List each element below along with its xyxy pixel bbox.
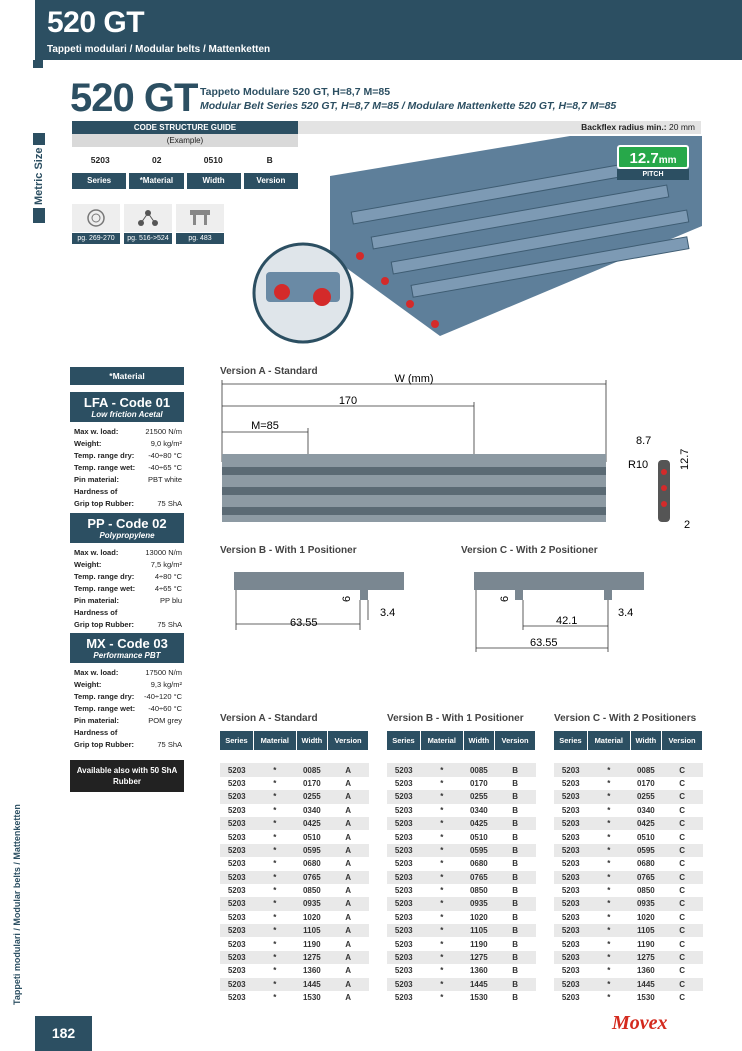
table-row: 5203 * 1360 B: [394, 966, 518, 976]
header-subtitle: Tappeti modulari / Modular belts / Mattenketten: [47, 44, 271, 55]
code-label: Series: [72, 173, 126, 189]
svg-text:12.7: 12.7: [679, 448, 691, 470]
code-value: 5203: [90, 155, 110, 165]
svg-text:170: 170: [338, 395, 358, 407]
svg-text:63.55: 63.55: [530, 637, 558, 649]
table-row: 5203 * 1360 C: [561, 966, 685, 976]
table-row: 5203 * 1105 C: [554, 924, 703, 937]
table-row: 5203 * 1190 B: [394, 939, 518, 949]
svg-text:6: 6: [341, 595, 353, 602]
code-structure-guide: [72, 121, 298, 189]
table-row: 5203 * 0255 B: [387, 790, 536, 803]
table-header: Material: [587, 731, 630, 750]
table-row: 5203 * 0425 B: [387, 817, 536, 830]
drawing-version-b-label: Version B - With 1 Positioner: [220, 545, 357, 556]
table-row: 5203 * 0510 A: [227, 832, 351, 842]
table-row: 5203 * 0595 B: [387, 844, 536, 857]
table-row: 5203 * 0085 B: [387, 763, 536, 776]
table-row: 5203 * 1020 C: [561, 912, 685, 922]
code-value: 02: [152, 155, 162, 165]
table-version-a: [220, 731, 369, 1004]
table-row: 5203 * 0680 A: [227, 859, 351, 869]
table-row: 5203 * 1530 B: [394, 993, 518, 1003]
table-row: 5203 * 0510 C: [561, 832, 685, 842]
available-note: Available also with 50 ShA Rubber: [70, 760, 184, 792]
table-header: Material: [253, 731, 296, 750]
table-header: Width: [630, 731, 662, 750]
code-label: Width: [187, 173, 241, 189]
material-panel: [70, 367, 184, 385]
accessory-icon: [136, 208, 160, 228]
drawing-version-c: [470, 560, 648, 660]
table-row: 5203 * 1445 C: [554, 978, 703, 991]
table-row: 5203 * 1445 B: [387, 978, 536, 991]
movex-logo: Movex: [612, 1012, 668, 1034]
table-header: Series: [387, 731, 420, 750]
table-row: 5203 * 0255 A: [220, 790, 369, 803]
table-row: 5203 * 0340 B: [394, 805, 518, 815]
table-version-b: [387, 731, 536, 1004]
svg-text:R10: R10: [628, 459, 649, 471]
drawing-version-c-label: Version C - With 2 Positioner: [461, 545, 598, 556]
table-header: Version: [328, 731, 369, 750]
backflex-radius: Backflex radius min.: 20 mm: [298, 121, 701, 134]
drawing-version-a-label: Version A - Standard: [220, 366, 318, 377]
svg-text:2: 2: [684, 519, 691, 531]
code-guide-heading: CODE STRUCTURE GUIDE: [72, 121, 298, 134]
table-row: 5203 * 0170 C: [561, 778, 685, 788]
table-row: 5203 * 0850 A: [227, 886, 351, 896]
table-header: Material: [420, 731, 463, 750]
sprocket-icon: [86, 208, 106, 228]
table-row: 5203 * 1275 B: [387, 951, 536, 964]
table-row: 5203 * 0340 A: [227, 805, 351, 815]
code-value: B: [266, 155, 273, 165]
table-row: 5203 * 0340 C: [561, 805, 685, 815]
table-row: 5203 * 0595 A: [220, 844, 369, 857]
metric-size-label: Metric Size: [33, 145, 45, 208]
pin-ref[interactable]: pg. 483: [176, 204, 224, 244]
page-header: [35, 0, 742, 60]
table-row: 5203 * 0510 B: [394, 832, 518, 842]
code-value: 0510: [203, 155, 223, 165]
table-a-title: Version A - Standard: [220, 713, 318, 724]
table-row: 5203 * 1530 C: [561, 993, 685, 1003]
table-row: 5203 * 0935 A: [220, 897, 369, 910]
table-row: 5203 * 1020 B: [394, 912, 518, 922]
table-row: 5203 * 0765 B: [387, 871, 536, 884]
product-title: 520 GT: [70, 76, 198, 120]
table-header: Version: [495, 731, 536, 750]
svg-text:6: 6: [499, 595, 511, 602]
table-row: 5203 * 1445 A: [220, 978, 369, 991]
drawing-side-view: [622, 430, 702, 535]
table-row: 5203 * 0680 C: [561, 859, 685, 869]
material-heading: *Material: [70, 367, 184, 385]
sprocket-ref[interactable]: pg. 269-270: [72, 204, 120, 244]
drawing-version-b: [230, 560, 408, 660]
table-c-title: Version C - With 2 Positioners: [554, 713, 697, 724]
table-row: 5203 * 1190 A: [227, 939, 351, 949]
code-label: *Material: [129, 173, 183, 189]
table-row: 5203 * 0935 B: [387, 897, 536, 910]
detail-zoom-photo: [252, 242, 354, 344]
table-header: Version: [662, 731, 703, 750]
table-row: 5203 * 1020 A: [227, 912, 351, 922]
side-footer-label: Tappeti modulari / Modular belts / Mattenketten: [12, 804, 22, 1005]
table-row: 5203 * 0935 C: [554, 897, 703, 910]
material-mx: MX - Code 03 Performance PBT Max w. load: 17500 N/m Weight: 9,3 kg/m² Temp. range dry: -40÷120 °C Temp. range wet: -40÷60 °C Pin material: POM grey Hardness of Grip top Rubber: 75 ShA: [70, 633, 184, 751]
svg-text:M=85: M=85: [251, 420, 279, 432]
table-row: 5203 * 1275 A: [220, 951, 369, 964]
product-line-2: Modular Belt Series 520 GT, H=8,7 M=85 / Modulare Mattenkette 520 GT, H=8,7 M=85: [200, 100, 617, 112]
svg-text:42.1: 42.1: [556, 615, 578, 627]
table-row: 5203 * 0170 B: [394, 778, 518, 788]
table-row: 5203 * 0595 C: [554, 844, 703, 857]
product-line-1: Tappeto Modulare 520 GT, H=8,7 M=85: [200, 86, 391, 98]
table-row: 5203 * 1530 A: [227, 993, 351, 1003]
table-version-c: [554, 731, 703, 1004]
svg-text:3.4: 3.4: [380, 607, 396, 619]
table-row: 5203 * 1275 C: [554, 951, 703, 964]
table-header: Width: [463, 731, 495, 750]
reference-icons: [72, 204, 224, 244]
svg-text:8.7: 8.7: [636, 435, 652, 447]
svg-text:63.55: 63.55: [290, 617, 318, 629]
table-b-title: Version B - With 1 Positioner: [387, 713, 524, 724]
svg-text:W (mm): W (mm): [394, 373, 434, 385]
table-row: 5203 * 0850 B: [394, 886, 518, 896]
header-title: 520 GT: [47, 6, 145, 39]
drawing-version-a: [218, 372, 608, 532]
code-guide-example: (Example): [72, 134, 298, 147]
table-header: Series: [554, 731, 587, 750]
accessory-ref[interactable]: pg. 516->524: [124, 204, 172, 244]
table-row: 5203 * 0255 C: [554, 790, 703, 803]
page-number: 182: [35, 1016, 92, 1051]
table-row: 5203 * 0085 C: [554, 763, 703, 776]
table-row: 5203 * 1360 A: [227, 966, 351, 976]
table-row: 5203 * 0850 C: [561, 886, 685, 896]
header-tab: [33, 60, 43, 68]
table-header: Width: [296, 731, 328, 750]
table-row: 5203 * 0085 A: [220, 763, 369, 776]
table-row: 5203 * 0425 C: [554, 817, 703, 830]
table-row: 5203 * 1190 C: [561, 939, 685, 949]
table-row: 5203 * 1105 B: [387, 924, 536, 937]
svg-text:3.4: 3.4: [618, 607, 634, 619]
table-row: 5203 * 0170 A: [227, 778, 351, 788]
table-header: Series: [220, 731, 253, 750]
table-row: 5203 * 0765 A: [220, 871, 369, 884]
pitch-badge: 12.7mm PITCH: [617, 145, 689, 180]
material-pp: PP - Code 02 Polypropylene Max w. load: 13000 N/m Weight: 7,5 kg/m² Temp. range dry: 4÷80 °C Temp. range wet: 4÷65 °C Pin material: PP blu Hardness of Grip top Rubber: 75 ShA: [70, 513, 184, 631]
table-row: 5203 * 0425 A: [220, 817, 369, 830]
table-row: 5203 * 0680 B: [394, 859, 518, 869]
code-label: Version: [244, 173, 298, 189]
pin-icon: [187, 208, 213, 228]
table-row: 5203 * 0765 C: [554, 871, 703, 884]
table-row: 5203 * 1105 A: [220, 924, 369, 937]
material-lfa: LFA - Code 01 Low friction Acetal Max w. load: 21500 N/m Weight: 9,0 kg/m² Temp. range dry: -40÷80 °C Temp. range wet: -40÷65 °C Pin material: PBT white Hardness of Grip top Rubber: 75 ShA: [70, 392, 184, 510]
